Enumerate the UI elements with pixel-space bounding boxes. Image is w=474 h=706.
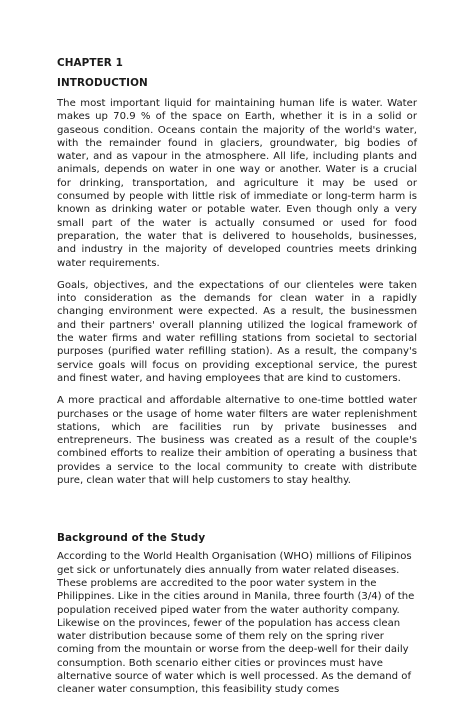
chapter-label: CHAPTER 1: [57, 57, 123, 69]
intro-paragraph-1: The most important liquid for maintaining human life is water. Water makes up 70.9 % of the space on Earth, whether it is in a solid or gaseous condition. Oceans contain the majority of the world's water, with the remainder found in glaciers, groundwater, big bodies of water, and as vapour in the atmosphere. All life, including plants and animals, depends on water in one way or another. Water is a crucial for drinking, transportation, and agriculture it may be used or consumed by people with little risk of immediate or long-term harm is known as drinking water or potable water. Even though only a very small part of the water is actually consumed or used for food preparation, the water that is delivered to households, businesses, and industry in the majority of developed countries meets drinking water requirements.: [57, 98, 417, 269]
background-paragraph: According to the World Health Organisation (WHO) millions of Filipinos get sick or unfortunately dies annually from water related diseases. These problems are accredited to the poor water system in the Philippines. Like in the cities around in Manila, three fourth (3/4) of the population received piped water from the water authority company. Likewise on the provinces, fewer of the population has access clean water distribution because some of them rely on the spring river coming from the mountain or worse from the deep-well for their daily consumption. Both scenario either cities or provinces must have alternative source of water which is well processed. As the demand of cleaner water consumption, this feasibility study comes: [57, 551, 415, 696]
intro-paragraph-2: Goals, objectives, and the expectations of our clienteles were taken into consideration as the demands for clean water in a rapidly changing environment were expected. As a result, the businessmen and their partners' overall planning utilized the logical framework of the water firms and water refilling stations from societal to sectorial purposes (purified water refilling station). As a result, the company's service goals will focus on providing exceptional service, the purest and finest water, and having employees that are kind to customers.: [57, 279, 417, 384]
document-page: [57, 57, 417, 706]
section-heading-background: Background of the Study: [57, 532, 206, 545]
chapter-title: INTRODUCTION: [57, 77, 148, 89]
section-spacer: [57, 496, 417, 532]
intro-paragraph-3: A more practical and affordable alternative to one-time bottled water purchases or the usage of home water filters are water replenishment stations, which are facilities run by private businesses and entrepreneurs. The business was created as a result of the couple's combined efforts to realize their ambition of operating a business that provides a service to the local community to create with distribute pure, clean water that will help customers to stay healthy.: [57, 395, 417, 487]
